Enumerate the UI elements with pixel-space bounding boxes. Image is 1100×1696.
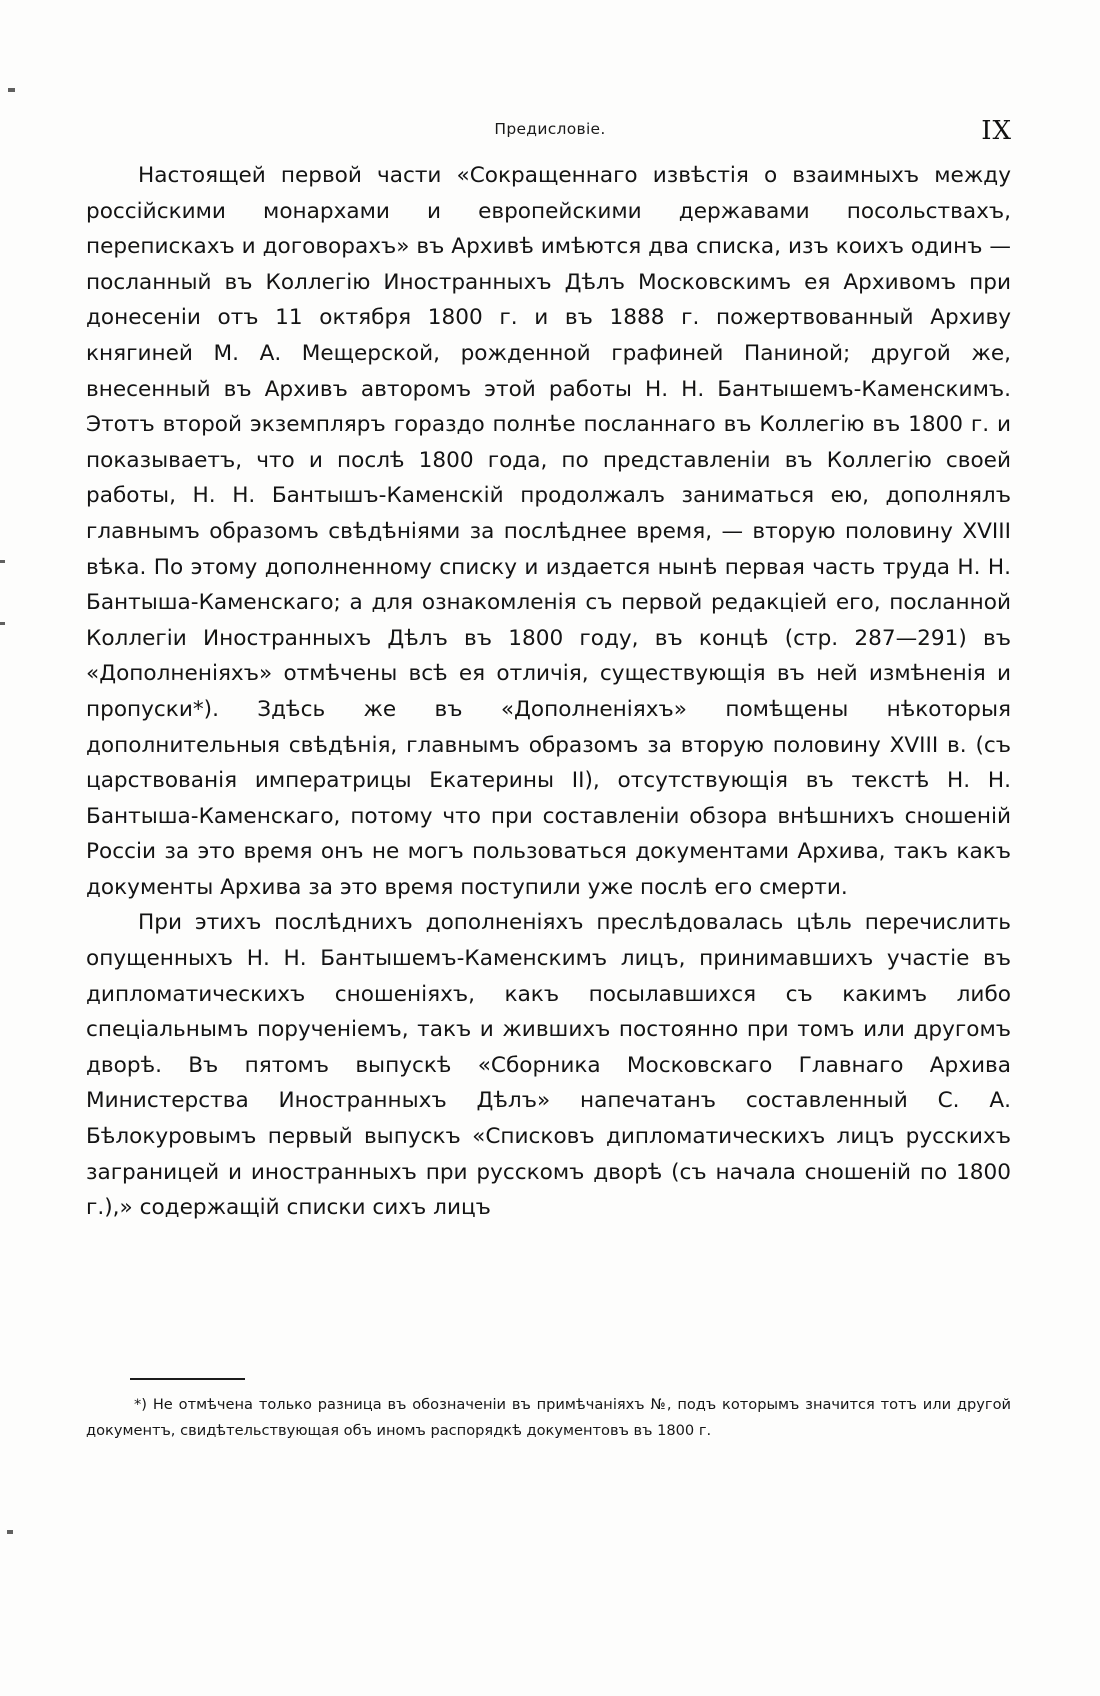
- page-number: IX: [981, 116, 1012, 146]
- scan-artifact-mark: [8, 88, 15, 92]
- body-text: [86, 158, 1011, 1226]
- footnote: [86, 1392, 1011, 1444]
- paragraph: При этихъ послѣднихъ дополненіяхъ преслѣдовалась цѣль перечислить опущенныхъ Н. Н. Бантышемъ-Каменскимъ лицъ, принимавшихъ участіе въ дипломатическихъ сношеніяхъ, какъ посылавшихся съ какимъ либо спеціальнымъ порученіемъ, такъ и жившихъ постоянно при томъ или другомъ дворѣ. Въ пятомъ выпускѣ «Сборника Московскаго Главнаго Архива Министерства Иностранныхъ Дѣлъ» напечатанъ составленный С. А. Бѣлокуровымъ первый выпускъ «Списковъ дипломатическихъ лицъ русскихъ заграницей и иностранныхъ при русскомъ дворѣ (съ начала сношеній по 1800 г.),» содержащій списки сихъ лицъ: [86, 910, 1011, 1221]
- scan-artifact-mark: [7, 1530, 13, 1534]
- page-header: [0, 116, 1100, 150]
- scan-artifact-mark: [0, 560, 5, 563]
- footnote-text: *) Не отмѣчена только разница въ обозначеніи въ примѣчаніяхъ №, подъ которымъ значится тотъ или другой документъ, свидѣтельствующая объ иномъ распорядкѣ документовъ въ 1800 г.: [86, 1396, 1011, 1439]
- scan-artifact-mark: [0, 622, 5, 625]
- running-title: Предисловіе.: [494, 120, 606, 138]
- footnote-separator: [130, 1378, 245, 1380]
- paragraph: Настоящей первой части «Сокращеннаго извѣстія о взаимныхъ между россійскими монархами и европейскими державами посольствахъ, перепискахъ и договорахъ» въ Архивѣ имѣются два списка, изъ коихъ одинъ — посланный въ Коллегію Иностранныхъ Дѣлъ Московскимъ ея Архивомъ при донесеніи отъ 11 октября 1800 г. и въ 1888 г. пожертвованный Архиву княгиней М. А. Мещерской, рожденной графиней Паниной; другой же, внесенный въ Архивъ авторомъ этой работы Н. Н. Бантышемъ-Каменскимъ. Этотъ второй экземпляръ гораздо полнѣе посланнаго въ Коллегію въ 1800 г. и показываетъ, что и послѣ 1800 года, по представленіи въ Коллегію своей работы, Н. Н. Бантышъ-Каменскій продолжалъ заниматься ею, дополнялъ главнымъ образомъ свѣдѣніями за послѣднее время, — вторую половину XVIII вѣка. По этому дополненному списку и издается нынѣ первая часть труда Н. Н. Бантыша-Каменскаго; а для ознакомленія съ первой редакціей его, посланной Коллегіи Иностранныхъ Дѣлъ въ 1800 году, въ концѣ (стр. 287—291) въ «Дополненіяхъ» отмѣчены всѣ ея отличія, существующія въ ней измѣненія и пропуски*). Здѣсь же въ «Дополненіяхъ» помѣщены нѣкоторыя дополнительныя свѣдѣнія, главнымъ образомъ за вторую половину XVIII в. (съ царствованія императрицы Екатерины II), отсутствующія въ текстѣ Н. Н. Бантыша-Каменскаго, потому что при составленіи обзора внѣшнихъ сношеній Россіи за это время онъ не могъ пользоваться документами Архива, такъ какъ документы Архива за это время поступили уже послѣ его смерти.: [86, 163, 1011, 900]
